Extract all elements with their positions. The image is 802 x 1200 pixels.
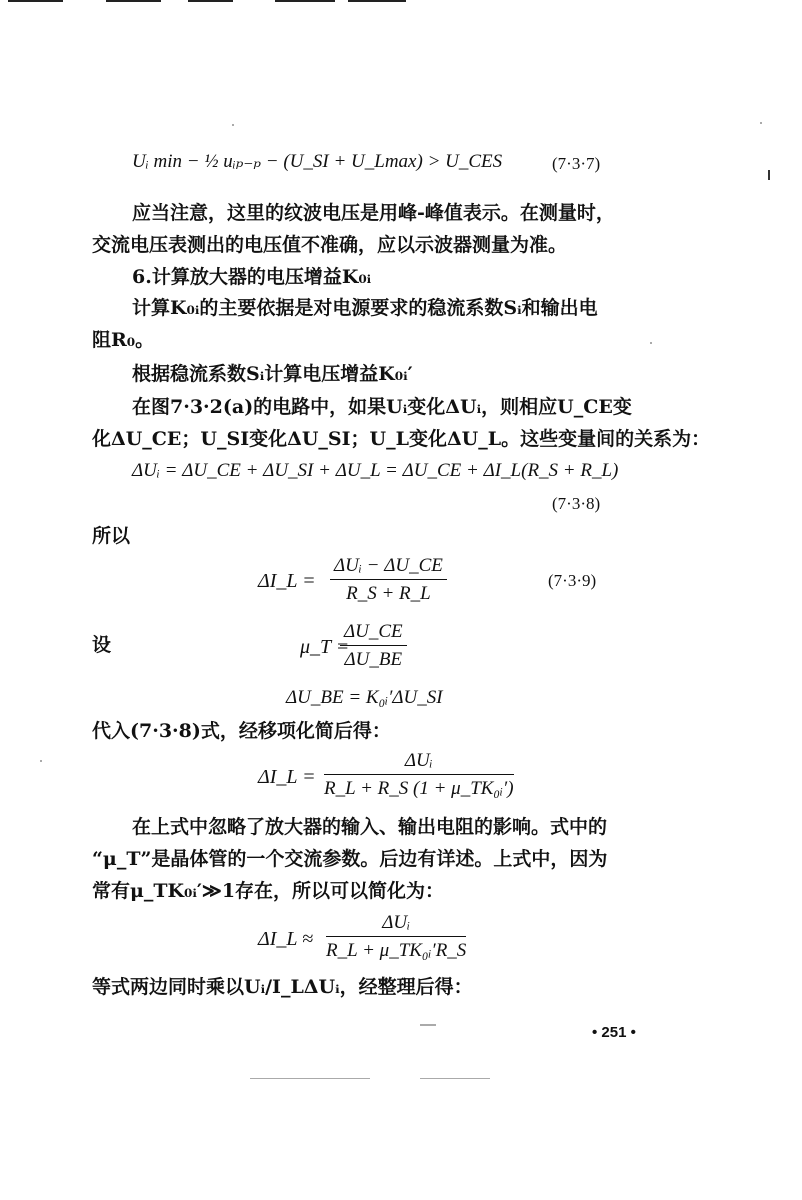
text-line: 等式两边同时乘以Uᵢ/I_LΔUᵢ，经整理后得：	[92, 976, 473, 998]
scan-speck	[250, 1078, 370, 1079]
equation-delta-ube: ΔU_BE = K₀ᵢ′ΔU_SI	[286, 687, 443, 708]
fraction-lhs: μ_T =	[300, 636, 350, 658]
scan-edge-line	[275, 0, 335, 2]
fraction-delta-il-approx	[326, 912, 466, 962]
text-line: 化ΔU_CE；U_SI变化ΔU_SI；U_L变化ΔU_L。这些变量间的关系为：	[92, 428, 711, 450]
text-line: 在图7·3·2(a)的电路中，如果Uᵢ变化ΔUᵢ，则相应U_CE变	[132, 396, 632, 418]
equation-number: (7·3·9)	[548, 571, 597, 590]
text-line: 在上式中忽略了放大器的输入、输出电阻的影响。式中的	[132, 816, 608, 838]
fraction-lhs: ΔI_L =	[258, 570, 316, 592]
fraction-denominator: R_L + μ_TK₀ᵢ′R_S	[326, 940, 467, 961]
text-line: 代入(7·3·8)式，经移项化简后得：	[92, 720, 391, 742]
text-line: “μ_T”是晶体管的一个交流参数。后边有详述。上式中，因为	[92, 848, 608, 870]
scan-edge-line	[348, 0, 406, 2]
fraction-numerator: ΔUᵢ	[324, 750, 514, 775]
scan-edge-line	[188, 0, 233, 2]
equation-number: (7·3·7)	[552, 154, 601, 173]
text-line: 应当注意，这里的纹波电压是用峰-峰值表示。在测量时，	[132, 202, 615, 224]
scan-speck	[232, 124, 234, 126]
scan-edge-line	[8, 0, 63, 2]
fraction-denominator: R_S + R_L	[346, 583, 431, 604]
fraction-numerator: ΔUᵢ	[326, 912, 466, 937]
fraction-denominator: ΔU_BE	[344, 649, 403, 670]
fraction-lhs: ΔI_L =	[258, 766, 316, 788]
page-number: • 251 •	[592, 1024, 636, 1041]
fraction-7-3-9	[330, 555, 447, 605]
text-line: 阻R₀。	[92, 329, 155, 351]
equation-7-3-8: ΔUᵢ = ΔU_CE + ΔU_SI + ΔU_L = ΔU_CE + ΔI_L(R_S + R_L)	[132, 460, 619, 481]
fraction-numerator: ΔU_CE	[340, 621, 407, 646]
fraction-lhs: ΔI_L ≈	[258, 928, 314, 950]
text-line: 根据稳流系数Sᵢ计算电压增益K₀ᵢ′	[132, 363, 413, 385]
text-line: 常有μ_TK₀ᵢ′≫1存在，所以可以简化为：	[92, 880, 445, 902]
equation-7-3-7: Uᵢ min − ½ uᵢₚ₋ₚ − (U_SI + U_Lmax) > U_CES	[132, 151, 503, 172]
scan-speck	[760, 122, 762, 124]
section-heading: 6.计算放大器的电压增益K₀ᵢ	[132, 266, 372, 288]
scan-edge-line	[106, 0, 161, 2]
text-line: 所以	[92, 525, 131, 547]
scan-speck	[420, 1078, 490, 1079]
scan-speck	[420, 1024, 436, 1026]
text-line: 计算K₀ᵢ的主要依据是对电源要求的稳流系数Sᵢ和输出电	[132, 297, 598, 319]
scan-speck	[650, 342, 652, 344]
fraction-mu-t	[340, 621, 407, 671]
fraction-delta-il	[324, 750, 514, 800]
fraction-numerator: ΔUᵢ − ΔU_CE	[330, 555, 447, 580]
equation-number: (7·3·8)	[552, 494, 601, 513]
scan-speck	[40, 760, 42, 762]
scan-speck	[768, 170, 770, 180]
text-line: 设	[92, 634, 112, 656]
text-line: 交流电压表测出的电压值不准确，应以示波器测量为准。	[92, 234, 568, 256]
fraction-denominator: R_L + R_S (1 + μ_TK₀ᵢ′)	[324, 778, 514, 799]
